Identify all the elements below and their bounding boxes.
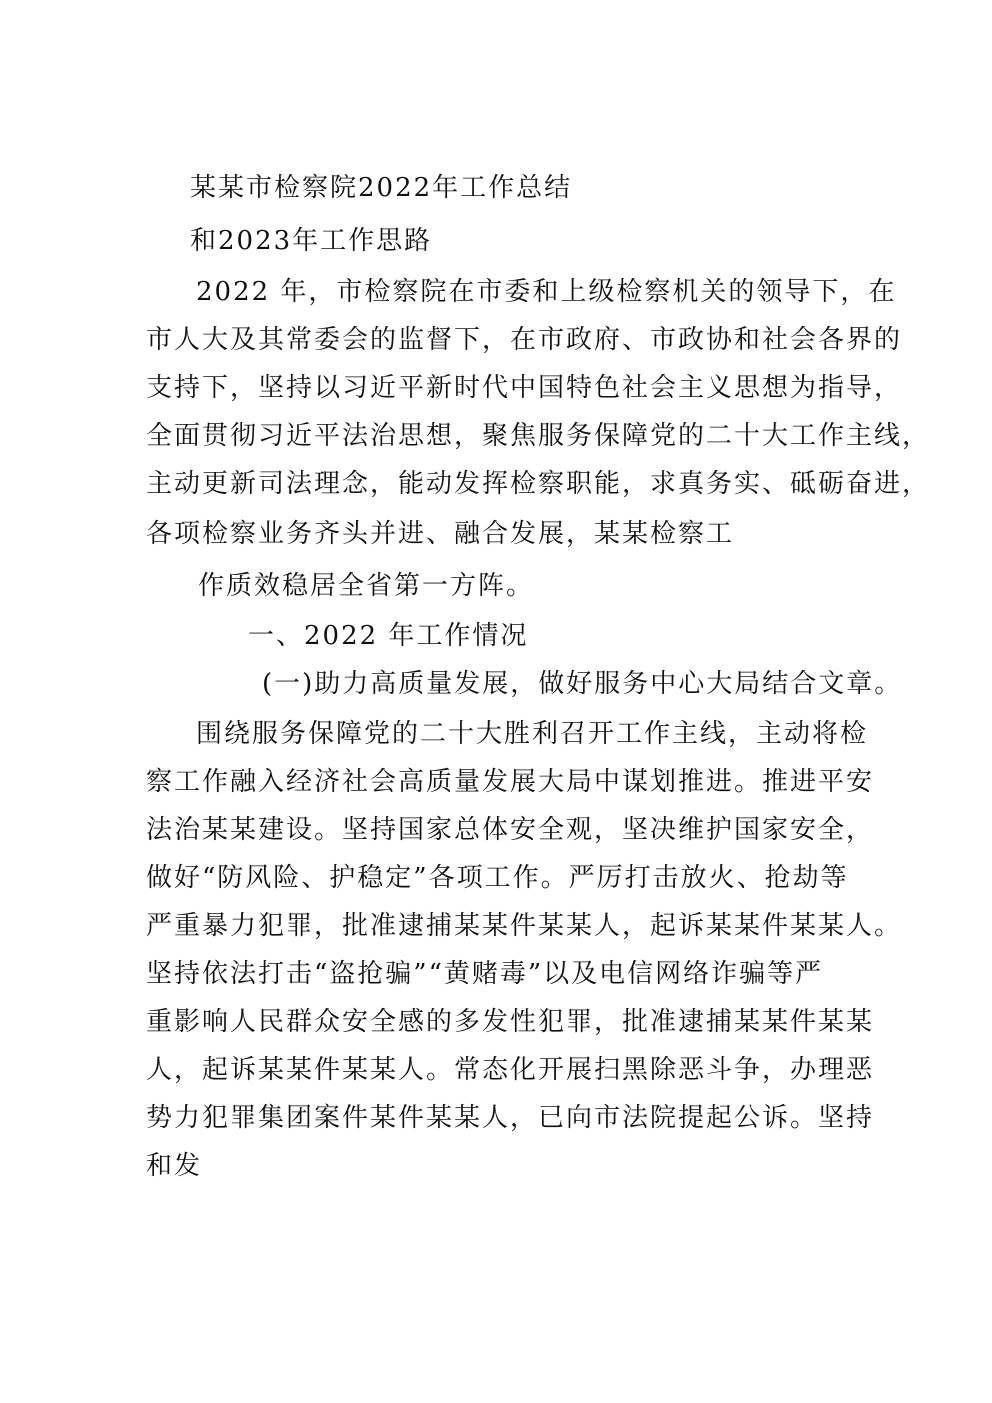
body-line-5: 严重暴力犯罪，批准逮捕某某件某某人，起诉某某件某某人。 (146, 911, 903, 941)
body-line-10: 和发 (146, 1151, 203, 1181)
body-line-6: 坚持依法打击“盗抢骗”“黄赌毒”以及电信网络诈骗等严 (146, 959, 824, 989)
title-line-2: 和2023年工作思路 (190, 226, 433, 256)
intro-line-1: 2022 年，市检察院在市委和上级检察机关的领导下，在 (196, 277, 897, 307)
title-line-1: 某某市检察院2022年工作总结 (190, 173, 573, 203)
body-line-4: 做好“防风险、护稳定”各项工作。严厉打击放火、抢劫等 (146, 863, 849, 893)
intro-line-2: 市人大及其常委会的监督下，在市政府、市政协和社会各界的 (146, 325, 903, 355)
intro-line-7: 作质效稳居全省第一方阵。 (198, 571, 535, 601)
body-line-9: 势力犯罪集团案件某件某某人，已向市法院提起公诉。坚持 (146, 1103, 875, 1133)
body-line-3: 法治某某建设。坚持国家总体安全观，坚决维护国家安全， (146, 815, 875, 845)
intro-line-3: 支持下，坚持以习近平新时代中国特色社会主义思想为指导， (146, 373, 903, 403)
body-line-2: 察工作融入经济社会高质量发展大局中谋划推进。推进平安 (146, 767, 875, 797)
body-line-7: 重影响人民群众安全感的多发性犯罪，批准逮捕某某件某某 (146, 1007, 875, 1037)
subsection-heading: (一)助力高质量发展，做好服务中心大局结合文章。 (262, 669, 903, 699)
body-line-8: 人，起诉某某件某某人。常态化开展扫黑除恶斗争，办理恶 (146, 1055, 875, 1085)
body-line-1: 围绕服务保障党的二十大胜利召开工作主线，主动将检 (196, 719, 869, 749)
section-heading: 一、2022 年工作情况 (248, 621, 529, 651)
intro-line-5: 主动更新司法理念，能动发挥检察职能，求真务实、砥砺奋进， (146, 469, 931, 499)
intro-line-4: 全面贯彻习近平法治思想，聚焦服务保障党的二十大工作主线， (146, 421, 931, 451)
intro-line-6: 各项检察业务齐头并进、融合发展，某某检察工 (146, 519, 735, 549)
